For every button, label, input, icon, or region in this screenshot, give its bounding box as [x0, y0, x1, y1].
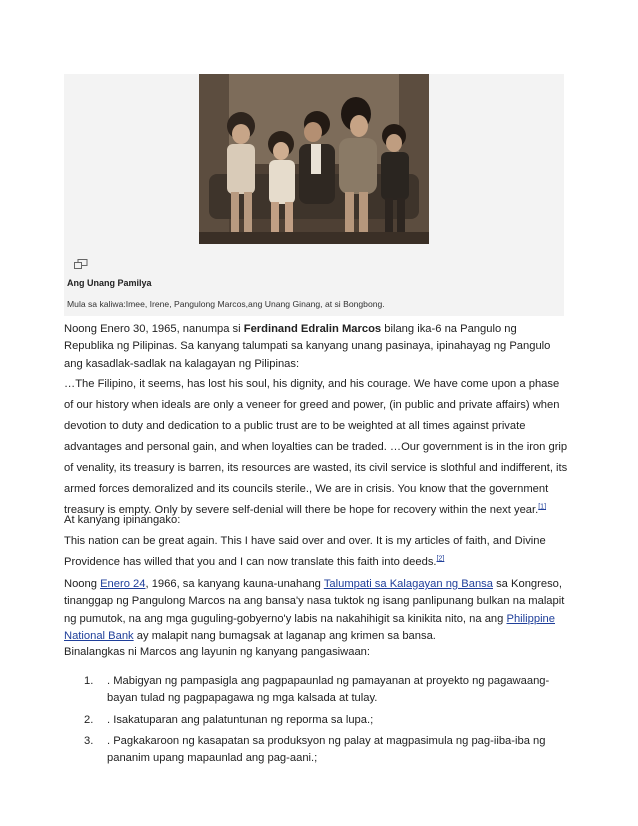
- quote-promise: [64, 531, 564, 573]
- link-enero-24[interactable]: Enero 24: [100, 578, 146, 590]
- paragraph-objectives: Binalangkas ni Marcos ang layunin ng kanyang pangasiwaan:: [64, 646, 370, 658]
- objectives-list: [64, 673, 569, 771]
- list-number: 1.: [84, 675, 94, 687]
- paragraph-inauguration: [64, 321, 569, 373]
- paragraph-state-of-nation: [64, 576, 570, 645]
- para3-text-a: Noong: [64, 578, 101, 590]
- magnify-icon[interactable]: [74, 256, 88, 266]
- paragraph-promise: At kanyang ipinangako:: [64, 514, 181, 526]
- list-item-text: . Mabigyan ng pampasigla ang pagpapaunlad ng pamayanan at proyekto ng pagawaang-bayan tulad ng pagpapagawa ng mga kalsada at tulay.: [107, 675, 550, 705]
- family-photo: [199, 74, 429, 244]
- list-item-text: . Isakatuparan ang palatuntunan ng reporma sa lupa.;: [107, 713, 374, 726]
- list-item: [64, 733, 569, 768]
- quote1-text: …The Filipino, it seems, has lost his soul, his dignity, and his courage. We have come upon a phase of our history when ideals are only a veneer for greed and power, (in public and private affairs) when devotion to duty and dedication to a public trust are to be weighted at all times against private advantages and personal gain, and when loyalties can be traded. …Our government is in the iron grip of venality, its treasury is barren, its resources are wasted, its civil service is slothful and indifferent, its armed forces demoralized and its councils sterile., We are in crisis. You know that the government treasury is empty. Only by severe self-denial will there be hope for recovery within the next year.: [64, 378, 568, 516]
- list-item: [64, 712, 569, 729]
- footnote-ref-2[interactable]: [2]: [436, 555, 445, 563]
- para1-bold-name: Ferdinand Edralin Marcos: [243, 323, 382, 335]
- para3-text-b: , 1966, sa kanyang kauna-unahang: [145, 578, 324, 590]
- link-pnb[interactable]: Philippine National Bank: [64, 612, 555, 642]
- list-number: 3.: [84, 734, 94, 747]
- caption-subtitle: Mula sa kaliwa:Imee, Irene, Pangulong Marcos,ang Unang Ginang, at si Bongbong.: [67, 299, 385, 309]
- quote2-text: This nation can be great again. This I have said over and over. It is my articles of faith, and Divine Providence has willed that you and I can now translate this faith into deeds.: [64, 535, 546, 568]
- para1-text-a: Noong Enero 30, 1965, nanumpa si: [64, 323, 244, 335]
- figure-box: [64, 74, 564, 316]
- para3-text-c: sa Kongreso, tinanggap ng Pangulong Marcos na ang bansa'y nasa tuktok ng isang panlipunang bulkan na malapit ng pumutok, na ang mga guguling-gobyerno'y labis na nakahihigit sa kinikita nito, na ang: [64, 578, 565, 625]
- list-number: 2.: [84, 713, 94, 726]
- link-talumpati[interactable]: Talumpati sa Kalagayan ng Bansa: [323, 578, 493, 590]
- list-item: [64, 673, 569, 708]
- para1-text-b: bilang ika-6 na Pangulo ng Republika ng Pilipinas. Sa kanyang talumpati sa kanyang unang pasinaya, ipinahayag ng Pangulo ang kasadlak-sadlak na kalagayan ng Pilipinas:: [64, 323, 551, 370]
- caption-title: Ang Unang Pamilya: [67, 278, 152, 288]
- list-item-text: . Pagkakaroon ng kasapatan sa produksyon ng palay at magpasimula ng pag-iiba-iba ng pananim upang mapaunlad ang pag-aani.;: [107, 734, 546, 765]
- quote-inaugural-speech: [64, 374, 570, 521]
- para3-text-d: ay malapit nang bumagsak at laganap ang krimen sa bansa.: [133, 629, 436, 642]
- footnote-ref-1[interactable]: [1]: [538, 503, 547, 511]
